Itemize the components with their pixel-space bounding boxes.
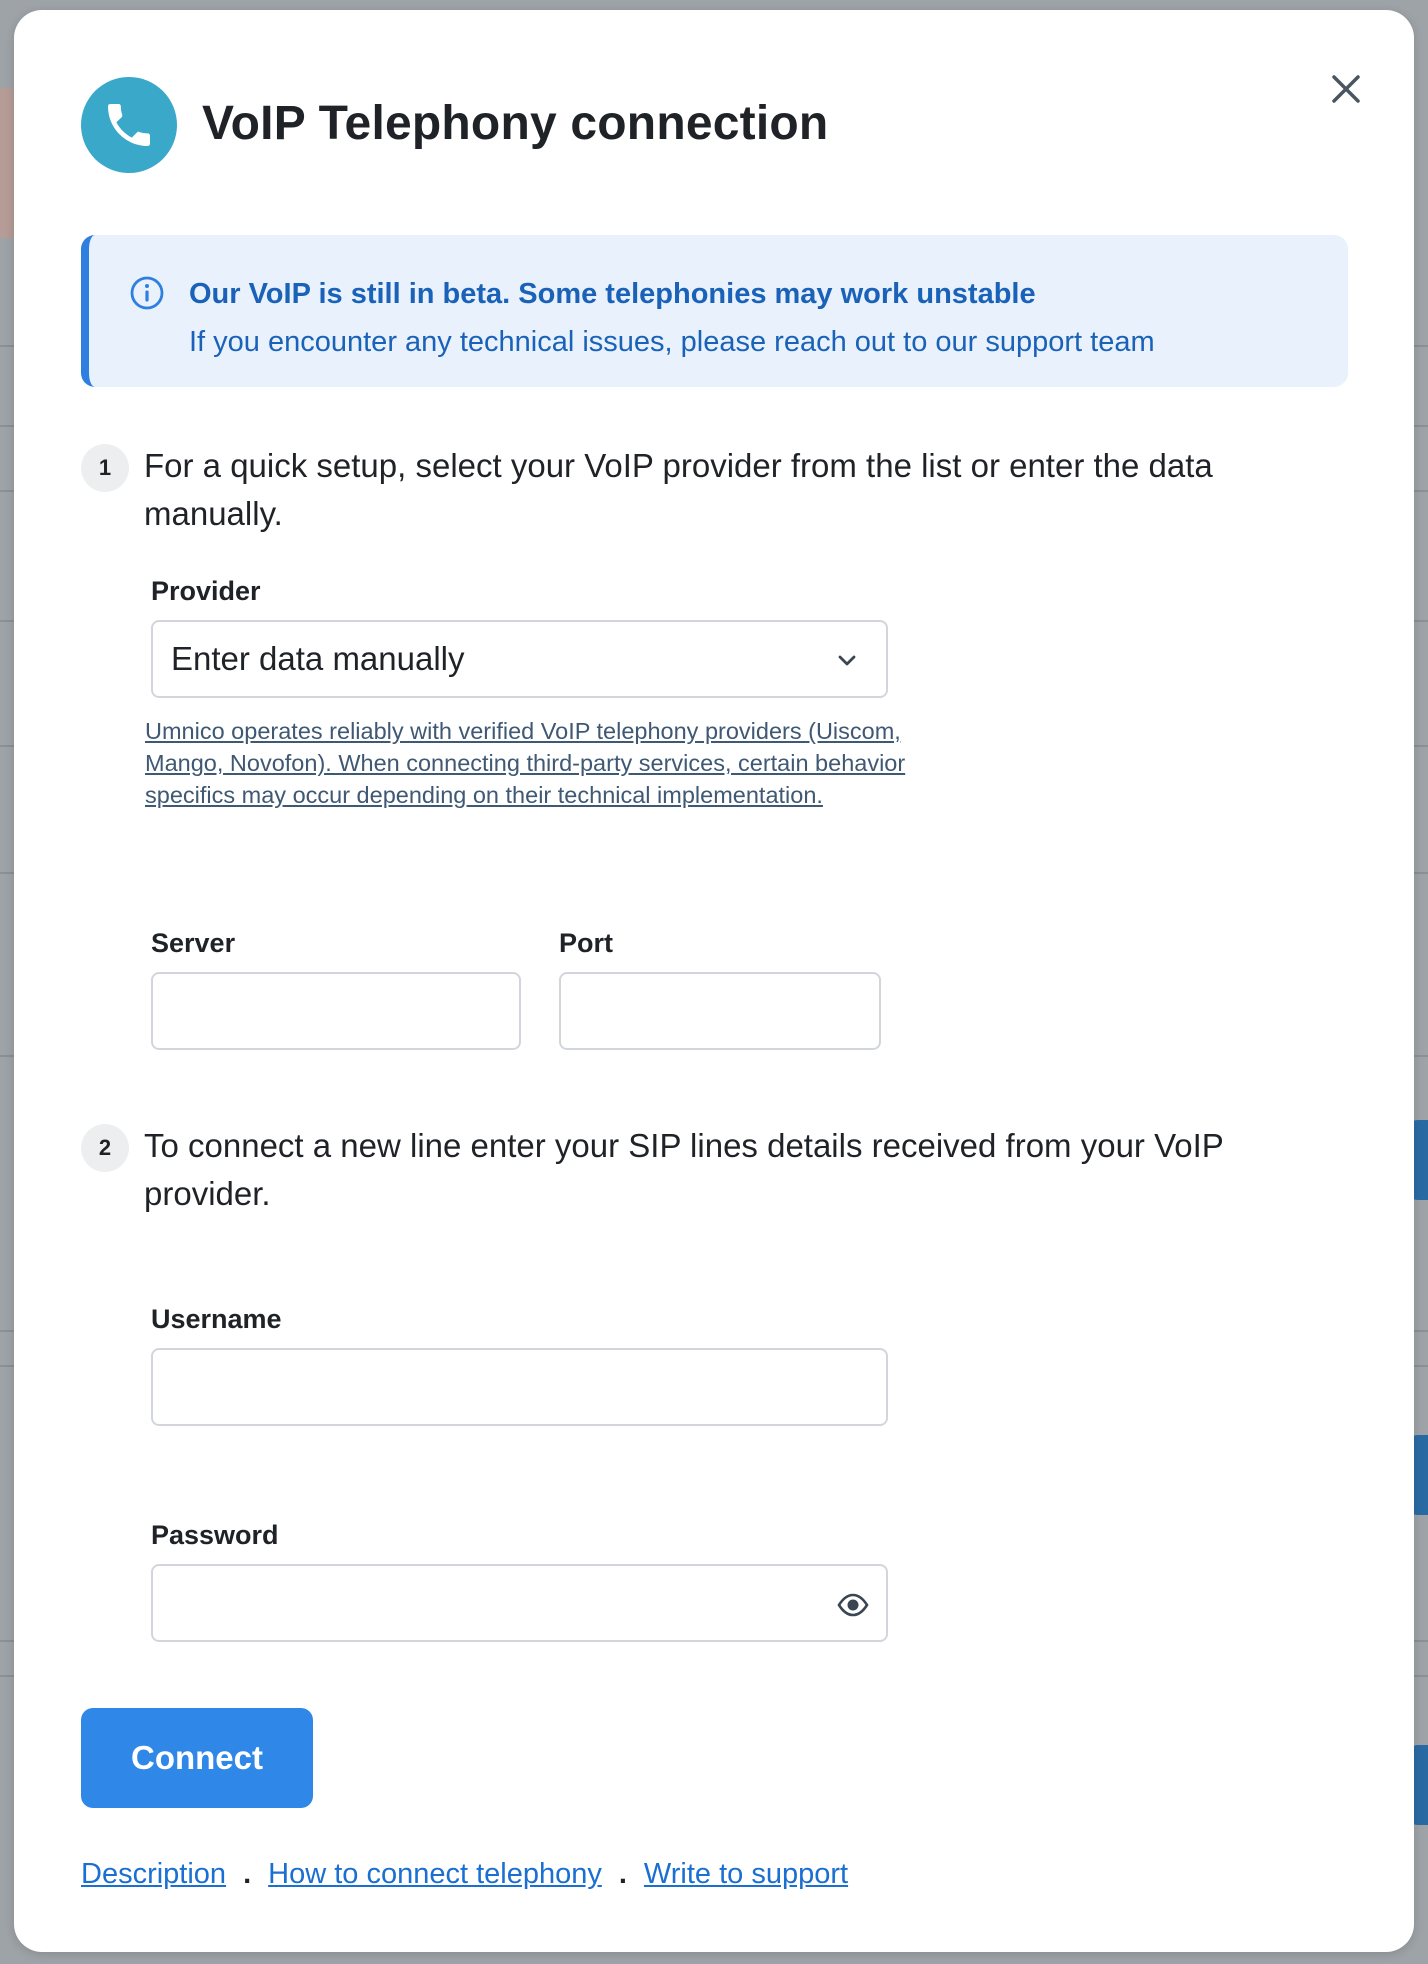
server-input-box	[151, 972, 521, 1050]
step-number-2: 2	[81, 1124, 129, 1172]
footer-separator: .	[618, 1858, 627, 1890]
eye-icon[interactable]	[836, 1588, 870, 1622]
port-label: Port	[559, 928, 613, 958]
banner-title: Our VoIP is still in beta. Some telephonies may work unstable	[189, 278, 1036, 310]
chevron-down-icon	[836, 650, 858, 672]
connect-button[interactable]: Connect	[81, 1708, 313, 1808]
modal-title: VoIP Telephony connection	[202, 97, 829, 150]
footer-separator: .	[243, 1858, 252, 1890]
step-number-1: 1	[81, 444, 129, 492]
provider-note-link[interactable]: Umnico operates reliably with verified VoIP telephony providers (Uiscom, Mango, Novofon). When connecting third-party services, certain behavior specifics may occur depending on their technical implementation.	[145, 718, 906, 808]
step-2-text: To connect a new line enter your SIP lines details received from your VoIP provider.	[144, 1127, 1224, 1212]
footer-links	[81, 1858, 848, 1891]
info-icon	[129, 275, 165, 311]
close-icon	[1330, 73, 1362, 105]
footer-link-write-to-support[interactable]: Write to support	[643, 1858, 849, 1890]
port-input-box	[559, 972, 881, 1050]
beta-banner	[81, 235, 1348, 387]
provider-label: Provider	[151, 576, 261, 606]
server-input[interactable]	[153, 974, 519, 1048]
username-input-box	[151, 1348, 888, 1426]
username-label: Username	[151, 1304, 282, 1334]
banner-text: If you encounter any technical issues, please reach out to our support team	[189, 326, 1155, 358]
header-icon-circle	[81, 77, 177, 173]
password-input-box	[151, 1564, 888, 1642]
phone-icon	[101, 97, 157, 153]
footer-link-description[interactable]: Description	[81, 1858, 227, 1890]
server-label: Server	[151, 928, 236, 958]
close-button[interactable]	[1321, 64, 1371, 114]
footer-link-how-to-connect[interactable]: How to connect telephony	[268, 1858, 602, 1890]
port-input[interactable]	[561, 974, 879, 1048]
username-input[interactable]	[153, 1350, 886, 1424]
password-label: Password	[151, 1520, 279, 1550]
provider-select[interactable]	[151, 620, 888, 698]
voip-connection-modal	[14, 10, 1414, 1952]
password-input[interactable]	[153, 1566, 886, 1640]
provider-selected-value: Enter data manually	[171, 640, 465, 677]
step-1-text: For a quick setup, select your VoIP provider from the list or enter the data manually.	[144, 447, 1213, 532]
